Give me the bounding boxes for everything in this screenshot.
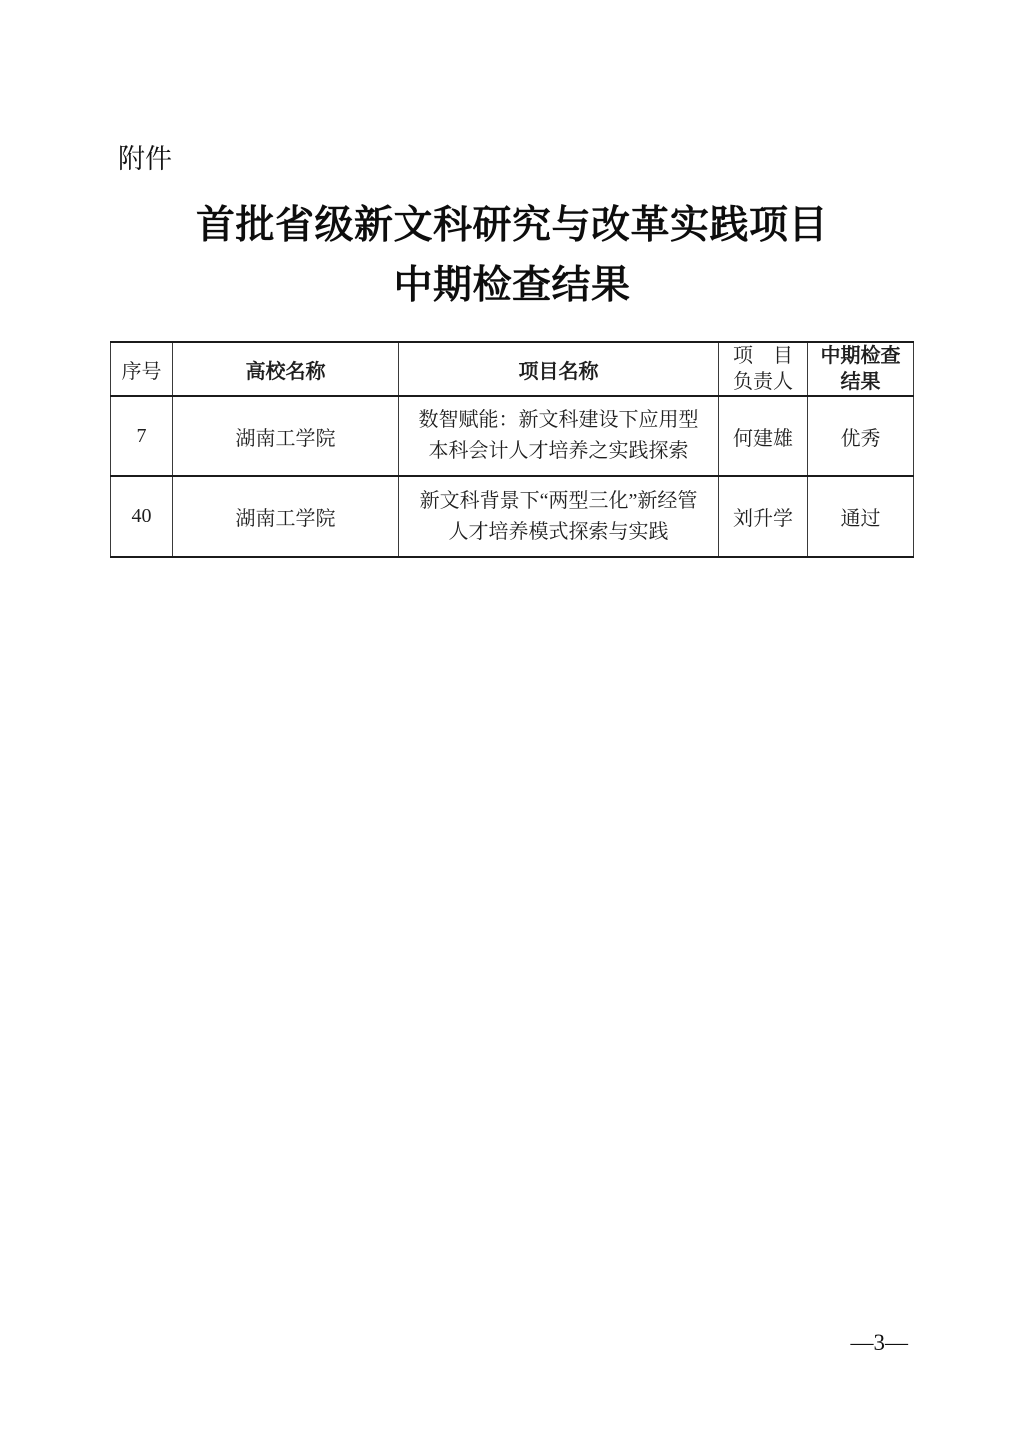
table-header-row xyxy=(111,342,914,396)
cell-project xyxy=(399,396,719,476)
header-leader xyxy=(719,342,808,396)
document-title-line1: 首批省级新文科研究与改革实践项目 xyxy=(195,204,828,247)
header-result xyxy=(808,342,914,396)
results-table xyxy=(110,341,914,558)
document-title xyxy=(0,196,1024,316)
cell-leader: 刘升学 xyxy=(719,476,808,557)
cell-result: 通过 xyxy=(808,476,914,557)
header-result-line2: 结果 xyxy=(840,371,881,393)
cell-project-line1: 新文科背景下“两型三化”新经管 xyxy=(419,489,698,512)
cell-university: 湖南工学院 xyxy=(173,476,399,557)
cell-index: 7 xyxy=(111,396,173,476)
cell-project xyxy=(399,476,719,557)
cell-result: 优秀 xyxy=(808,396,914,476)
header-university: 高校名称 xyxy=(173,342,399,396)
cell-index: 40 xyxy=(111,476,173,557)
cell-university: 湖南工学院 xyxy=(173,396,399,476)
page-number: —3— xyxy=(850,1330,908,1355)
header-leader-line2: 负责人 xyxy=(733,371,793,393)
cell-leader: 何建雄 xyxy=(719,396,808,476)
table-row xyxy=(111,476,914,557)
cell-project-line2: 本科会计人才培养之实践探索 xyxy=(428,440,689,462)
header-result-line1: 中期检查 xyxy=(820,345,901,367)
cell-project-line1: 数智赋能：新文科建设下应用型 xyxy=(418,409,699,431)
results-table-container xyxy=(110,341,914,558)
header-project: 项目名称 xyxy=(399,342,719,396)
document-title-line2: 中期检查结果 xyxy=(393,264,631,307)
header-index: 序号 xyxy=(111,342,173,396)
header-leader-line1: 项 目 xyxy=(733,345,793,367)
attachment-label: 附件 xyxy=(118,144,172,174)
table-row xyxy=(111,396,914,476)
cell-project-line2: 人才培养模式探索与实践 xyxy=(448,520,669,543)
